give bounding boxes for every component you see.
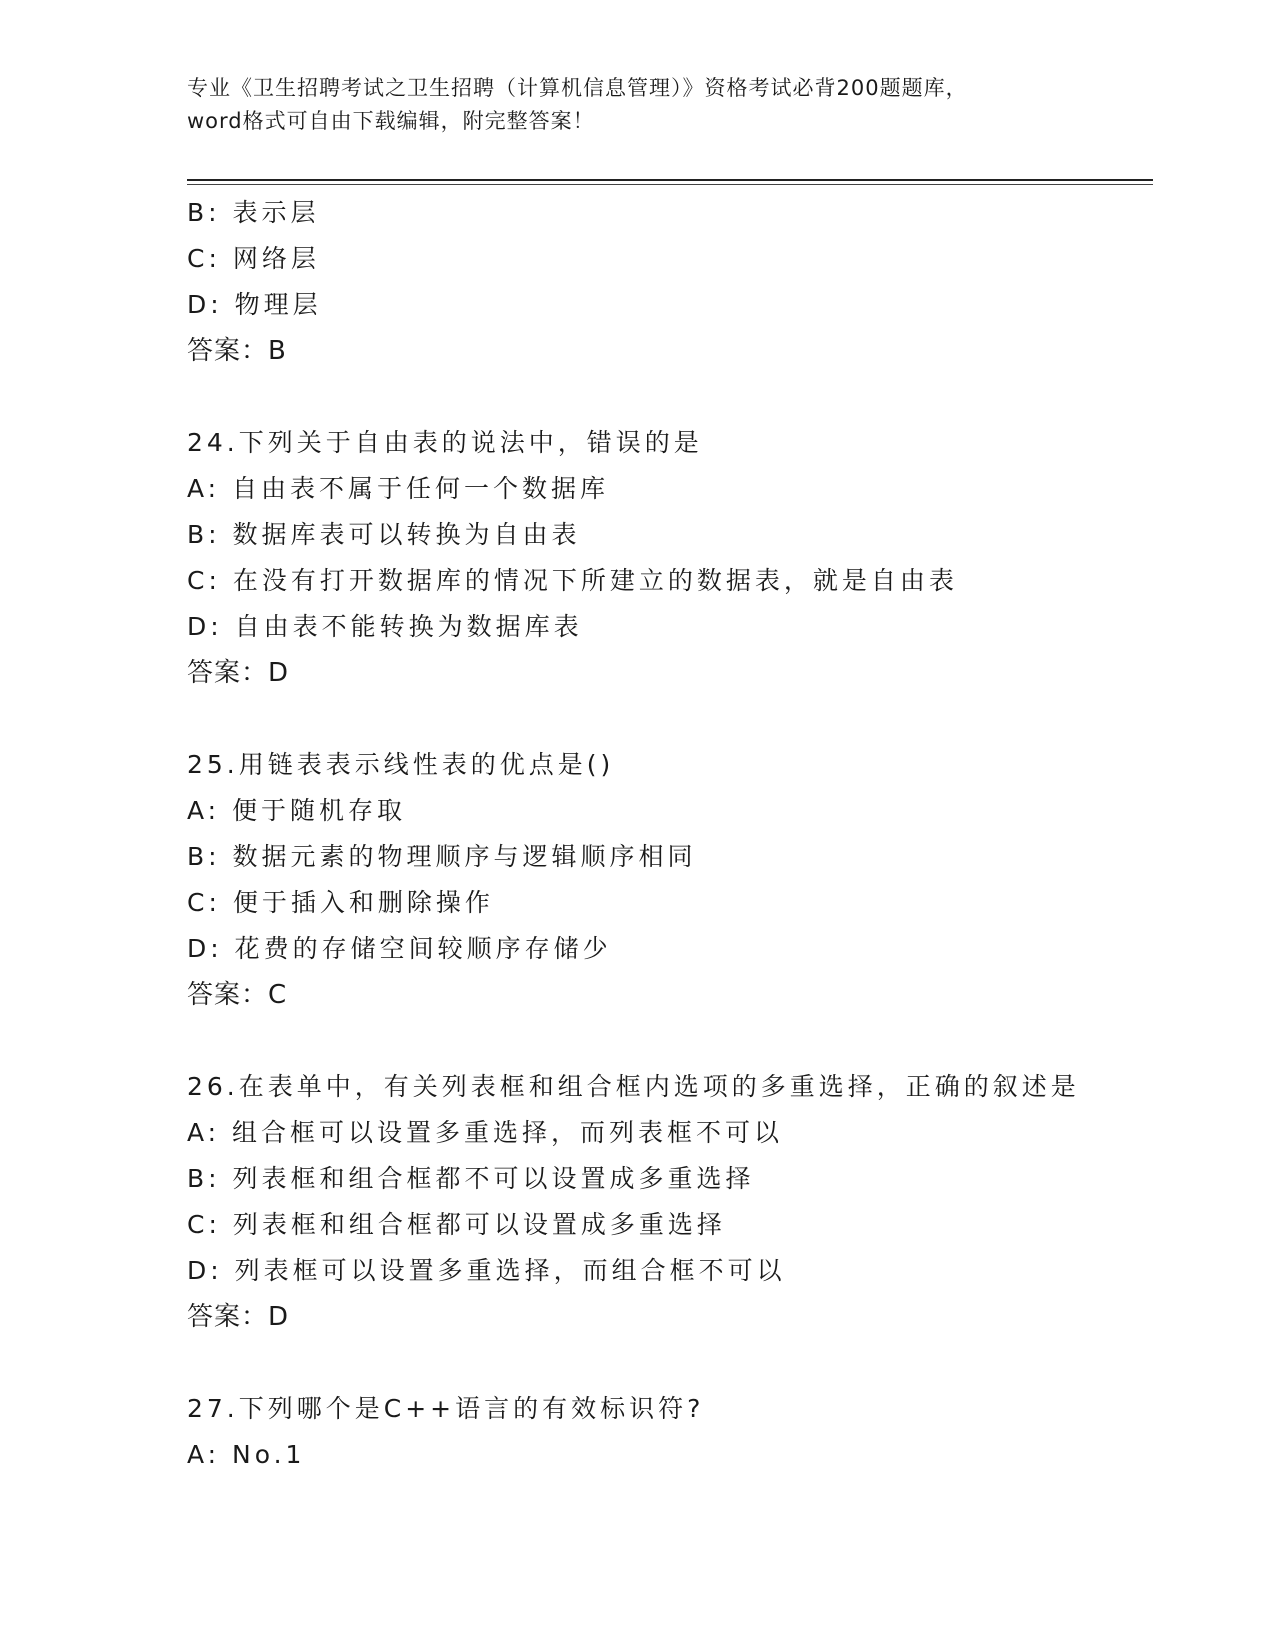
question-27 [187, 1386, 1153, 1478]
option-b: B: 列表框和组合框都不可以设置成多重选择 [187, 1164, 755, 1193]
option-c: C: 在没有打开数据库的情况下所建立的数据表，就是自由表 [187, 566, 958, 595]
question-stem: 26.在表单中，有关列表框和组合框内选项的多重选择，正确的叙述是 [187, 1072, 1080, 1101]
option-a: A: 组合框可以设置多重选择，而列表框不可以 [187, 1118, 784, 1147]
option-a: A: 自由表不属于任何一个数据库 [187, 474, 610, 503]
header-divider-thin [187, 184, 1153, 185]
spacer [187, 374, 1153, 420]
spacer [187, 696, 1153, 742]
option-d: D: 自由表不能转换为数据库表 [187, 612, 583, 641]
option-b: B: 数据元素的物理顺序与逻辑顺序相同 [187, 842, 697, 871]
answer: 答案：D [187, 1302, 290, 1332]
question-25 [187, 742, 1153, 1018]
question-list [187, 190, 1153, 1478]
header-title-line-1: 专业《卫生招聘考试之卫生招聘（计算机信息管理）》资格考试必背200题题库， [187, 76, 968, 100]
question-26 [187, 1064, 1153, 1340]
option-d: D: 物理层 [187, 290, 322, 319]
header-title-line-2: word格式可自由下载编辑，附完整答案！ [187, 109, 595, 133]
answer: 答案：D [187, 658, 290, 688]
option-b: B: 数据库表可以转换为自由表 [187, 520, 581, 549]
question-stem: 25.用链表表示线性表的优点是() [187, 750, 615, 779]
spacer [187, 1018, 1153, 1064]
document-header [187, 72, 1087, 138]
answer: 答案：B [187, 336, 287, 366]
option-a: A: 便于随机存取 [187, 796, 407, 825]
option-b: B: 表示层 [187, 198, 320, 227]
header-divider-thick [187, 179, 1153, 181]
spacer [187, 1340, 1153, 1386]
question-stem: 24.下列关于自由表的说法中，错误的是 [187, 428, 703, 457]
option-a: A: No.1 [187, 1440, 306, 1469]
question-24 [187, 420, 1153, 696]
option-d: D: 花费的存储空间较顺序存储少 [187, 934, 612, 963]
answer: 答案：C [187, 980, 288, 1010]
option-c: C: 网络层 [187, 244, 320, 273]
question-stem: 27.下列哪个是C++语言的有效标识符? [187, 1394, 705, 1423]
option-c: C: 便于插入和删除操作 [187, 888, 494, 917]
question-23 [187, 190, 1153, 374]
option-c: C: 列表框和组合框都可以设置成多重选择 [187, 1210, 726, 1239]
option-d: D: 列表框可以设置多重选择，而组合框不可以 [187, 1256, 786, 1285]
